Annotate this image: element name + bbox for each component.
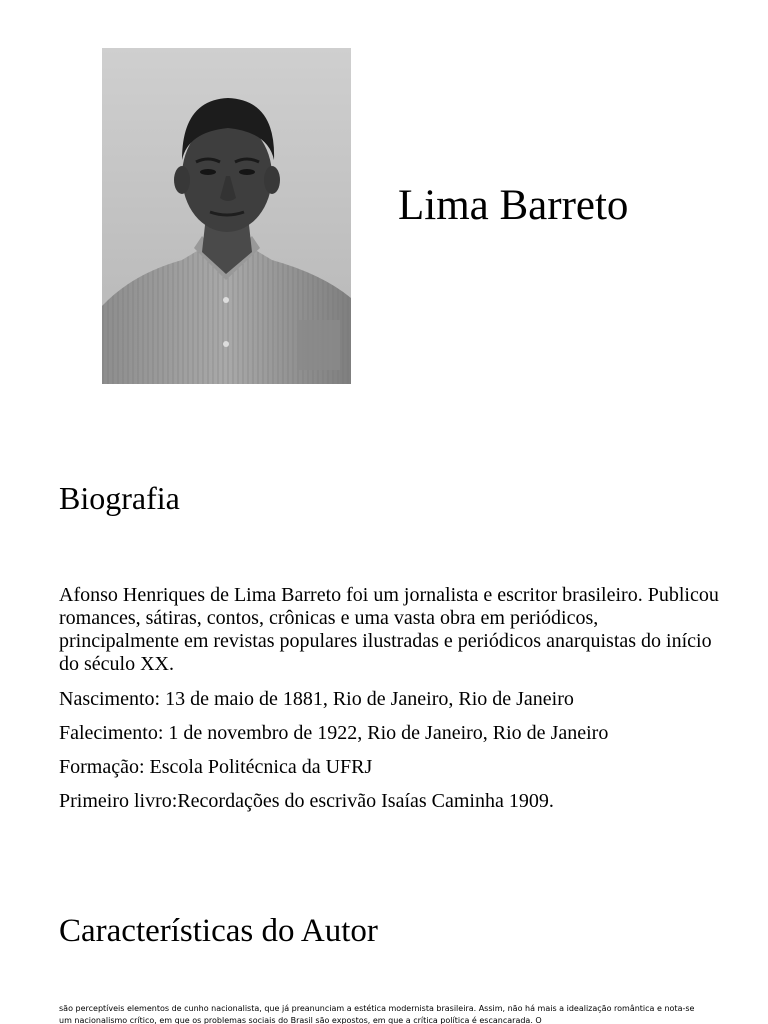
characteristics-heading: Características do Autor [59, 913, 378, 949]
portrait-photo-icon [102, 48, 351, 384]
biography-paragraph: Afonso Henriques de Lima Barreto foi um jornalista e escritor brasileiro. Publicou romances, sátiras, contos, crônicas e uma vasta obra em periódicos, principalmente em revistas populares ilustradas e periódicos anarquistas do início do século XX. [59, 584, 719, 675]
biography-heading: Biografia [59, 480, 180, 516]
biography-body [59, 584, 719, 824]
author-name-title: Lima Barreto [398, 182, 629, 229]
author-portrait [102, 48, 351, 384]
death-line: Falecimento: 1 de novembro de 1922, Rio de Janeiro, Rio de Janeiro [59, 722, 609, 744]
birth-line: Nascimento: 13 de maio de 1881, Rio de Janeiro, Rio de Janeiro [59, 688, 574, 710]
first-book-line: Primeiro livro:Recordações do escrivão Isaías Caminha 1909. [59, 790, 554, 812]
education-line: Formação: Escola Politécnica da UFRJ [59, 756, 373, 778]
characteristics-text: são perceptíveis elementos de cunho nacionalista, que já preanunciam a estética modernista brasileira. Assim, não há mais a idealização romântica e nota-se um nacionalismo crítico, em que os problemas sociais do Brasil são expostos, em que a crítica política é escancarada. O [59, 1004, 695, 1024]
